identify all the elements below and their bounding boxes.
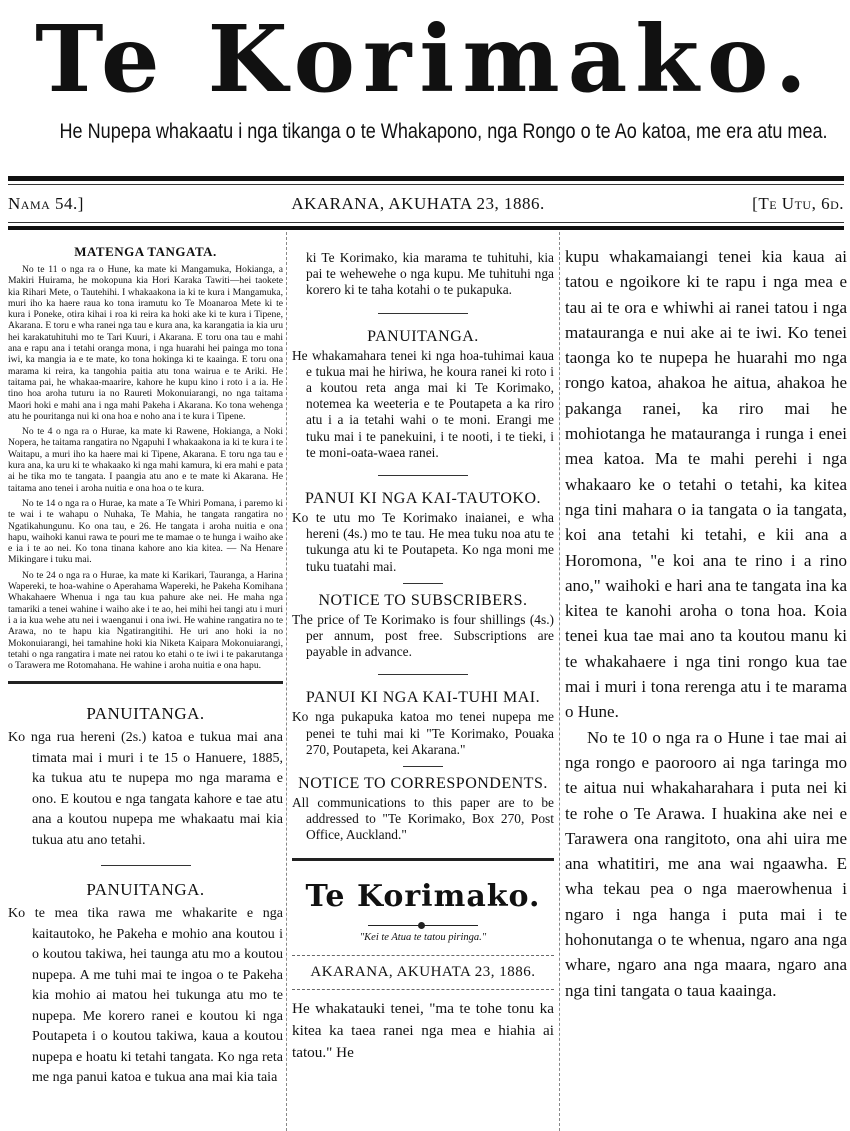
- notice-heading: PANUITANGA.: [86, 880, 205, 900]
- masthead-title: Te Korimako.: [35, 5, 815, 113]
- column-2: [292, 232, 554, 1064]
- column-3: [565, 244, 847, 1003]
- correspondents-heading: NOTICE TO CORRESPONDENTS.: [298, 775, 548, 793]
- subscribers-text: The price of Te Korimako is four shillings (4s.) per annum, post free. Subscriptions are payable in advance.: [292, 611, 554, 660]
- deaths-heading: MATENGA TANGATA.: [74, 244, 217, 259]
- dateline-rule-thick: [8, 226, 844, 230]
- motto: "Kei te Atua te tatou piringa.": [359, 931, 487, 943]
- price: [Te Utu, 6d.: [752, 194, 844, 213]
- separator: [378, 475, 468, 476]
- notice-text: Ko te mea tika rawa me whakarite e nga kaitautoko, he Pakeha e mohio ana koutou i o koutou takiwa, hei taunga atu mo a koutou nupepa. A me tuhi mai te ingoa o te Pakeha kia mohio ai matou hei tukunga atu mo te nupepa. Me korero ranei e koutou ki nga Poutapeta i o koutou takiwa, kaua a koutou nupepa e hoatu ki tetahi tangata. Ko nga reta me nga panui katoa e tukua ana mai kia taia: [8, 906, 283, 1086]
- column-1: [8, 232, 283, 1089]
- notice-heading: PANUITANGA.: [86, 704, 205, 724]
- deaths-paragraph: No te 24 o nga ra o Hurae, ka mate ki Karikari, Tauranga, a Harina Wapereki, te hoa-wahine o Aperahama Wapereki, he Pakeha Komihana Whakahaere Whenua i nga tau kua pahure ake nei. He maha nga tamariki a tenei wahine i waiho ake i te ao, hei mihi hei tangi atu i muri i a ia kua wehe atu nei i waenganui i ona iwi. He wahine rangatira no te Arawa, no te hapu kia Ngatirangitihi. He uri ano hoki ia no Mokonuiarangi, hei tamahine hoki kia Niketa Kaipara Mokonuiarangi, tetahi o nga rangatira i mate nei ratou ko etahi o te iwi i te pakarutanga o Tarawera me Rotomahana. He wahine i aroha nuitia e ona hapu.: [8, 569, 283, 672]
- supporters-text: Ko te utu mo Te Korimako inaianei, e wha hereni (4s.) mo te tau. He mea tuku noa atu te tukunga atu ki te Poutapeta. Ko nga moni me tuku tuatahi mai.: [292, 510, 554, 574]
- section-rule: [292, 858, 554, 861]
- deaths-article: [8, 244, 283, 671]
- notice-heading: PANUITANGA.: [367, 327, 479, 345]
- editorial-lead: He whakatauki tenei, "ma te tohe tonu ka kitea ka taea ranei nga mea e hiahia ai tatou." He: [292, 999, 554, 1061]
- writers-heading: PANUI KI NGA KAI-TUHI MAI.: [305, 689, 541, 707]
- deaths-paragraph: No te 11 o nga ra o Hune, ka mate ki Mangamuka, Hokianga, a Makiri Huirama, he mokopuna kia Hori Karaka Tawiti—hei taokete kia Rihari Mete, o Tautehihi. I whakaakona ia ki te kura i Mangamuka, muri iho ka haere raua ko tona iramutu ko Te Moanaroa Mete ki te kura i Poneke, otira kihai i roa ki reira ka hoki ake ki te kura i Tipene, Akarana. E toru e wha ranei nga tau e kura ana, ka karangatia ia kia uru hei karakatuhituhi mo te Tari Kuuri, i Akarana. E toru ona tau e mahi ana e rapu ana i tetahi oranga mona, i nga huarahi hei painga mo tona iwi, ka mangia ia e te mate, ko tona hokinga ki te kaainga. E toru ona marama ki reira, ka tangohia paitia atu tona wairua e te Ariki. He taitama pai, he whakaa-maarire, kahore he kupu kino i roto i a ia. He tino hoa aroha tuturu ia no Raureti Mokonuiarangi, no nga taitama Maori hoki e mahi ana i nga mahi Pakeha i Akarana. Ko tona wehenga atu he pouritanga nui ki ona hoa e noho ana i te kura i Tipene.: [8, 264, 283, 422]
- notice-text: Ko nga rua hereni (2s.) katoa e tukua mai ana timata mai i muri i te 15 o Hanuere, 1885, ka tukua atu te nupepa mo nga marama e ono. E koutou e nga tangata kahore e tae atu ana a koutou nupepa me whakaatu mai kia tukua atu ano tetahi.: [8, 730, 283, 848]
- separator: [403, 766, 443, 767]
- continued-text: ki Te Korimako, kia marama te tuhituhi, kia pai te wehewehe o nga kupu. Me tuhituhi nga korero ki te taha kotahi o te pukapuka.: [306, 250, 554, 298]
- column-divider: [559, 232, 561, 1131]
- editorial-paragraph: No te 10 o nga ra o Hune i tae mai ai nga rongo e paorooro ai nga taringa mo te aitua nui whakaharahara i puta nei ki te rohe o Te Arawa. I huakina ake nei e Tarawera ona rangitoto, ona ahi uira me ana whatitiri, me ana wai ngaawha. E wha tekau pea o nga maerowhenua i ngaro i nga hanga i puta mai i te hohonutanga o te whenua, ngaro ana nga whare, ngaro ana nga maara, ngaro ana nga tini tangata o taua kaainga.: [565, 727, 847, 1000]
- dateline-rule: [8, 222, 844, 223]
- editorial-dateline: AKARANA, AKUHATA 23, 1886.: [292, 955, 554, 990]
- column-divider: [286, 232, 288, 1131]
- ornament-rule: [368, 925, 478, 926]
- supporters-heading: PANUI KI NGA KAI-TAUTOKO.: [304, 490, 542, 508]
- separator: [403, 583, 443, 584]
- editorial-paragraph: kupu whakamaiangi tenei kia kaua ai tatou e ngoikore ki te rapu i nga mea e tau ai te ora e whiwhi ai ranei tatou i nga matauranga e nui ake ai te iwi. Ko tenei taonga ko te nupepa he huarahi mo nga rongo katoa, ahakoa he aitua, ahakoa he pakanga ranei, ka riro mai he mohiotanga he matauranga i runga i enei mea katoa. Ma te mahi perehi i nga whakaaro ke o tetahi o tetahi, ka kitea nga tini mahara o ia tangata o ia tangata, koi ana tetahi ki tetahi, e kii ana a Horomona, "e koi ana te rino i a rino ano," waihoki e hari ana te tangata ina ka kitea te kanohi aroha o tona hoa. Koia tenei kua tae mai ano ta koutou manu ki te whakahaere i nga tini rongo kua tae mai i muri i tona rerenga atu i te marama o Hune.: [565, 247, 847, 722]
- writers-text: Ko nga pukapuka katoa mo tenei nupepa me penei te tuhi mai ki "Te Korimako, Pouaka 270, Poutapeta, kei Akarana.": [292, 709, 554, 757]
- separator: [378, 674, 468, 675]
- notice-article: [8, 704, 283, 1089]
- deaths-paragraph: No te 14 o nga ra o Hurae, ka mate a Te Whiri Pomana, i paremo ki te wai i te wahapu o Nuhaka, Te Mahia, he tangata rangatira no Ngatikahungunu. Ko ona tau, e 26. He tangata i aroha nuitia e ona hapu, waihoki kanui rawa te pouri me te mamae o te hunga i waiho ake e ia i te ao nei. Ko tona tinana kahore ano kia kitea. — Na Henare Mikingare i tuku mai.: [8, 497, 283, 566]
- notice-text: He whakamahara tenei ki nga hoa-tuhimai kaua e tukua mai he hiriwa, he koura ranei ki roto i a koutou reta anga mai ki Te Korimako, notemea ka weeteria e te Poutapeta a ka riro atu i a ia tetahi wahi o te moni. Erangi me tuku mai i te panekuini, i te nooti, i te tieki, i te moni-oata-waea ranei.: [292, 347, 554, 460]
- masthead-subtitle: He Nupepa whakaatu i nga tikanga o te Whakapono, nga Rongo o te Ao katoa, me era atu mea.: [59, 120, 828, 143]
- dateline: [8, 194, 844, 214]
- subscribers-heading: NOTICE TO SUBSCRIBERS.: [318, 591, 528, 609]
- section-rule: [8, 681, 283, 684]
- issue-number: Nama 54.]: [8, 194, 84, 213]
- separator: [378, 313, 468, 314]
- correspondents-text: All communications to this paper are to be addressed to "Te Korimako, Box 270, Post Office, Auckland.": [292, 795, 554, 843]
- editorial-masthead: Te Korimako.: [305, 878, 541, 914]
- place-date: AKARANA, AKUHATA 23, 1886.: [291, 194, 545, 213]
- deaths-paragraph: No te 4 o nga ra o Hurae, ka mate ki Rawene, Hokianga, a Noki Nopera, he taitama rangatira no Ngapuhi I whakaakona ia ki te kura i te Waitapu, a muri iho ka haere mai ki Tipene, Akarana. E toru nga tau e kura ana, ka uru ki te whakaako ki nga mahi kamura, ki era mahi e pata ai he tika mo te tangata. I paangia atu ano e te mate ki Akarana. He taitama ano tenei i aroha nuitia e ona hoa o te kura.: [8, 426, 283, 494]
- masthead-rule: [8, 176, 844, 181]
- separator: [101, 865, 191, 866]
- masthead-rule-thin: [8, 184, 844, 185]
